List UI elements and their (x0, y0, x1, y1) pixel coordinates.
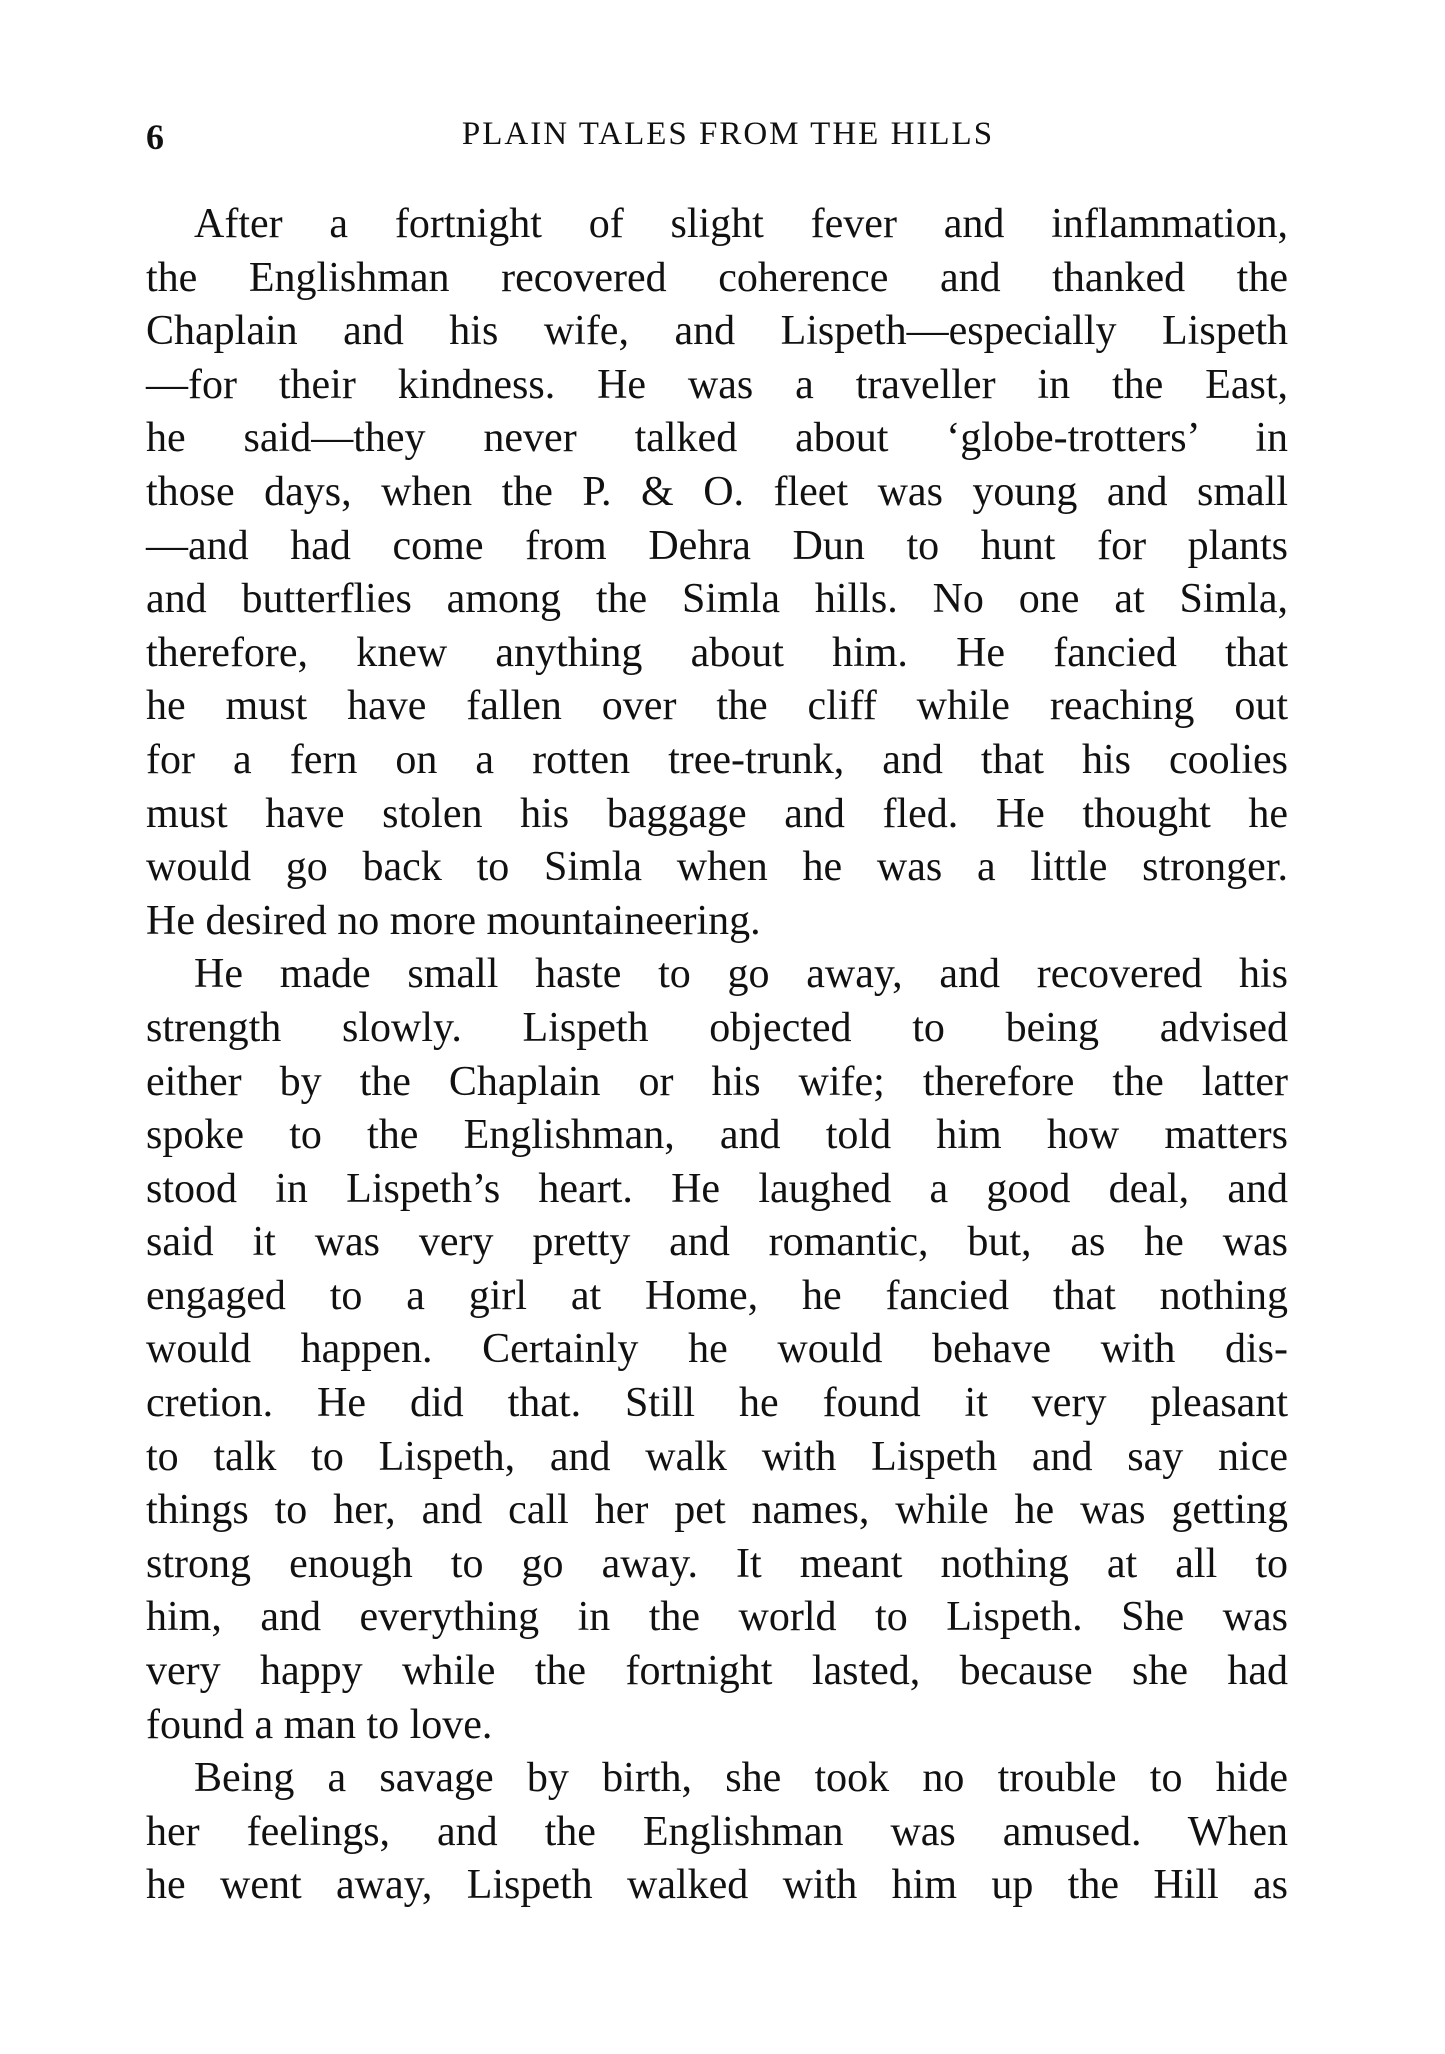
text-line: either by the Chaplain or his wife; therefore the latter (146, 1058, 1288, 1105)
text-line: —and had come from Dehra Dun to hunt for plants (146, 522, 1288, 569)
text-line: stood in Lispeth’s heart. He laughed a good deal, and (146, 1165, 1288, 1212)
page-number: 6 (146, 117, 165, 157)
text-line: her feelings, and the Englishman was amused. When (146, 1808, 1288, 1855)
text-line: Chaplain and his wife, and Lispeth—especially Lispeth (146, 308, 1288, 355)
text-line: very happy while the fortnight lasted, because she had (146, 1648, 1288, 1695)
body-text (146, 198, 1288, 1913)
text-line: would happen. Certainly he would behave with dis- (146, 1326, 1288, 1373)
text-line: engaged to a girl at Home, he fancied that nothing (146, 1272, 1288, 1319)
text-line: After a fortnight of slight fever and inflammation, (194, 201, 1288, 247)
paragraph (146, 1752, 1288, 1913)
text-line: cretion. He did that. Still he found it very pleasant (146, 1380, 1288, 1427)
text-line: and butterflies among the Simla hills. No one at Simla, (146, 576, 1288, 623)
text-line: the Englishman recovered coherence and thanked the (146, 254, 1288, 301)
text-line: —for their kindness. He was a traveller in the East, (146, 361, 1288, 408)
text-line: him, and everything in the world to Lispeth. She was (146, 1594, 1288, 1641)
text-line: he went away, Lispeth walked with him up the Hill as (146, 1862, 1288, 1909)
running-title: PLAIN TALES FROM THE HILLS (461, 116, 995, 152)
text-line: he must have fallen over the cliff while reaching out (146, 683, 1288, 730)
paragraph (146, 948, 1288, 1752)
text-line: would go back to Simla when he was a little stronger. (146, 844, 1288, 891)
text-line: found a man to love. (146, 1701, 493, 1748)
text-line: those days, when the P. & O. fleet was young and small (146, 468, 1288, 515)
text-line: strength slowly. Lispeth objected to being advised (146, 1004, 1288, 1051)
text-line: must have stolen his baggage and fled. He thought he (146, 790, 1288, 837)
text-line: spoke to the Englishman, and told him how matters (146, 1112, 1288, 1159)
paragraph (146, 198, 1288, 948)
text-line: for a fern on a rotten tree-trunk, and that his coolies (146, 736, 1288, 783)
text-line: strong enough to go away. It meant nothing at all to (146, 1540, 1288, 1587)
text-line: said it was very pretty and romantic, but, as he was (146, 1219, 1288, 1266)
text-line: He made small haste to go away, and recovered his (194, 951, 1288, 998)
text-line: things to her, and call her pet names, while he was getting (146, 1487, 1288, 1534)
text-line: therefore, knew anything about him. He fancied that (146, 629, 1288, 676)
text-line: to talk to Lispeth, and walk with Lispeth and say nice (146, 1433, 1288, 1480)
text-line: He desired no more mountaineering. (146, 897, 761, 944)
text-line: he said—they never talked about ‘globe-trotters’ in (146, 415, 1288, 462)
text-line: Being a savage by birth, she took no trouble to hide (194, 1755, 1288, 1802)
running-head (146, 116, 1288, 168)
